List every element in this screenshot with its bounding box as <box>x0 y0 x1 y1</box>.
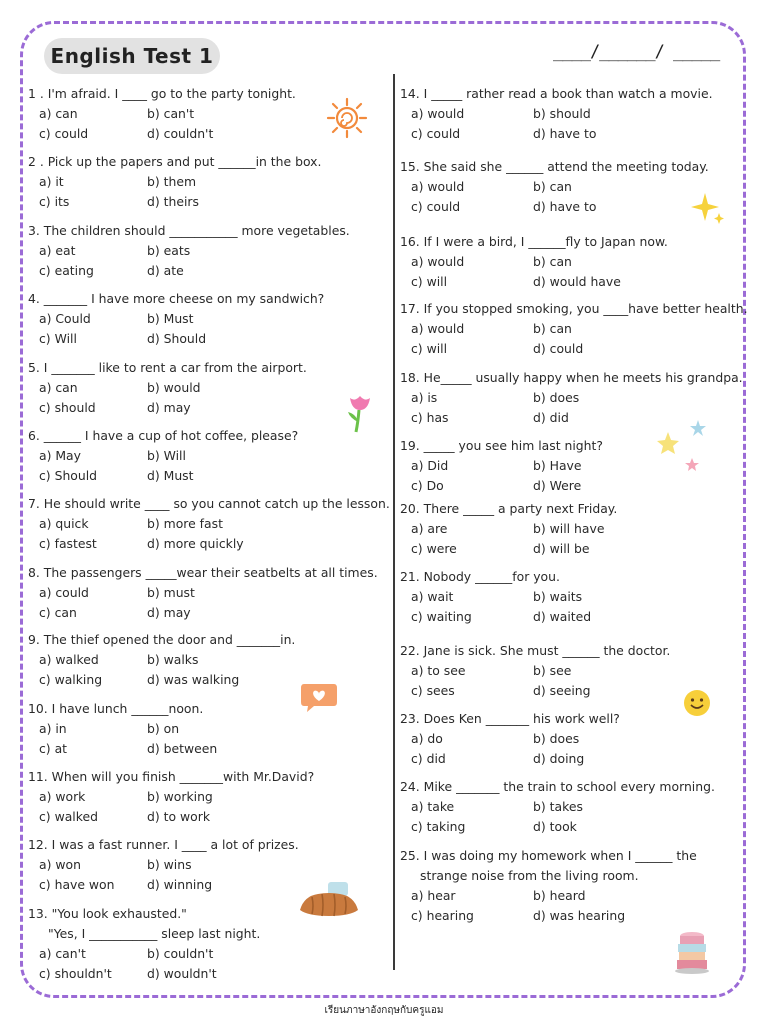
answer-options <box>28 514 390 554</box>
answer-option[interactable]: b) would <box>147 380 201 395</box>
question-stem: 13. "You look exhausted." <box>28 906 187 921</box>
question-stem: 24. Mike _______ the train to school every morning. <box>400 779 715 794</box>
answer-option[interactable]: c) Will <box>39 331 77 346</box>
answer-option[interactable]: c) Do <box>411 478 444 493</box>
answer-option[interactable]: c) eating <box>39 263 94 278</box>
answer-option[interactable]: c) hearing <box>411 908 474 923</box>
answer-option[interactable]: b) wins <box>147 857 192 872</box>
question-14 <box>400 84 740 144</box>
sparkle-icon <box>690 190 726 226</box>
answer-options <box>400 886 740 926</box>
question-7 <box>28 494 390 554</box>
question-3 <box>28 221 390 281</box>
answer-option[interactable]: d) wouldn't <box>147 966 217 981</box>
question-stem: 19. _____ you see him last night? <box>400 438 603 453</box>
answer-option[interactable]: b) Will <box>147 448 186 463</box>
question-stem: 16. If I were a bird, I ______fly to Japan now. <box>400 234 668 249</box>
answer-option[interactable]: c) did <box>411 751 446 766</box>
answer-option[interactable]: c) will <box>411 274 448 289</box>
answer-option[interactable]: c) have won <box>39 877 115 892</box>
answer-option[interactable]: a) can <box>39 380 78 395</box>
answer-option[interactable]: a) take <box>411 799 455 814</box>
question-stem: 7. He should write ____ so you cannot catch up the lesson. <box>28 496 390 511</box>
tulip-icon <box>344 392 376 434</box>
question-21 <box>400 567 740 627</box>
answer-options <box>400 177 740 217</box>
answer-option[interactable]: d) winning <box>147 877 213 892</box>
answer-option[interactable]: d) waited <box>533 609 592 624</box>
answer-options <box>400 519 740 559</box>
answer-option[interactable]: b) does <box>533 390 580 405</box>
answer-option[interactable]: b) more fast <box>147 516 223 531</box>
answer-option[interactable]: b) them <box>147 174 197 189</box>
test-title: English Test 1 <box>44 38 220 74</box>
answer-options <box>28 309 390 349</box>
question-6 <box>28 426 390 486</box>
answer-option[interactable]: b) Have <box>533 458 582 473</box>
question-stem: 5. I _______ like to rent a car from the airport. <box>28 360 307 375</box>
question-stem: 10. I have lunch ______noon. <box>28 701 204 716</box>
answer-option[interactable]: a) to see <box>411 663 466 678</box>
answer-option[interactable]: a) would <box>411 106 465 121</box>
answer-option[interactable]: c) has <box>411 410 449 425</box>
question-stem: 23. Does Ken _______ his work well? <box>400 711 620 726</box>
answer-option[interactable]: a) do <box>411 731 443 746</box>
answer-options <box>28 787 390 827</box>
answer-option[interactable]: a) are <box>411 521 448 536</box>
answer-options <box>28 172 390 212</box>
question-stem: 25. I was doing my homework when I ______ the <box>400 848 697 863</box>
answer-option[interactable]: d) between <box>147 741 218 756</box>
answer-option[interactable]: b) will have <box>533 521 605 536</box>
answer-option[interactable]: d) seeing <box>533 683 591 698</box>
answer-option[interactable]: d) was walking <box>147 672 240 687</box>
answer-option[interactable]: b) eats <box>147 243 191 258</box>
question-stem: 12. I was a fast runner. I ____ a lot of prizes. <box>28 837 299 852</box>
answer-option[interactable]: c) sees <box>411 683 455 698</box>
question-stem: 17. If you stopped smoking, you ____have better health. <box>400 301 748 316</box>
answer-option[interactable]: d) took <box>533 819 577 834</box>
answer-option[interactable]: b) can't <box>147 106 195 121</box>
answer-option[interactable]: a) work <box>39 789 86 804</box>
answer-option[interactable]: b) can <box>533 321 572 336</box>
answer-options <box>28 719 390 759</box>
answer-option[interactable]: b) see <box>533 663 572 678</box>
question-stem: 15. She said she ______ attend the meeting today. <box>400 159 709 174</box>
question-stem: 1 . I'm afraid. I ____ go to the party tonight. <box>28 86 296 101</box>
question-8 <box>28 563 390 623</box>
sun-icon <box>326 97 368 139</box>
question-2 <box>28 152 390 212</box>
answer-option[interactable]: d) did <box>533 410 569 425</box>
answer-options <box>400 729 740 769</box>
question-15 <box>400 157 740 217</box>
speech-bubble-icon <box>300 680 338 714</box>
answer-option[interactable]: b) walks <box>147 652 199 667</box>
question-25 <box>400 846 740 926</box>
answer-option[interactable]: c) should <box>39 400 96 415</box>
question-4 <box>28 289 390 349</box>
answer-option[interactable]: a) could <box>39 585 89 600</box>
answer-option[interactable]: d) will be <box>533 541 590 556</box>
question-stem: 14. I _____ rather read a book than watch a movie. <box>400 86 713 101</box>
question-stem: 6. ______ I have a cup of hot coffee, please? <box>28 428 299 443</box>
question-23 <box>400 709 740 769</box>
answer-option[interactable]: c) at <box>39 741 68 756</box>
answer-option[interactable]: c) walking <box>39 672 103 687</box>
answer-option[interactable]: b) Must <box>147 311 194 326</box>
answer-option[interactable]: c) taking <box>411 819 466 834</box>
answer-option[interactable]: b) on <box>147 721 180 736</box>
answer-option[interactable]: d) doing <box>533 751 585 766</box>
question-stem: 20. There _____ a party next Friday. <box>400 501 618 516</box>
answer-option[interactable]: a) Could <box>39 311 91 326</box>
question-stem-continued: "Yes, I ___________ sleep last night. <box>48 926 261 941</box>
answer-option[interactable]: c) will <box>411 341 448 356</box>
answer-option[interactable]: d) ate <box>147 263 184 278</box>
question-stem: 4. _______ I have more cheese on my sandwich? <box>28 291 325 306</box>
answer-option[interactable]: d) more quickly <box>147 536 244 551</box>
answer-option[interactable]: b) should <box>533 106 591 121</box>
question-stem: 9. The thief opened the door and _______in. <box>28 632 296 647</box>
answer-option[interactable]: c) waiting <box>411 609 472 624</box>
answer-option[interactable]: a) would <box>411 179 465 194</box>
answer-options <box>400 319 740 359</box>
answer-option[interactable]: a) is <box>411 390 438 405</box>
answer-option[interactable]: d) Must <box>147 468 194 483</box>
answer-option[interactable]: c) were <box>411 541 457 556</box>
question-stem: 22. Jane is sick. She must ______ the doctor. <box>400 643 671 658</box>
cake-icon <box>672 930 712 976</box>
question-stem-continued: strange noise from the living room. <box>420 868 639 883</box>
croissant-icon <box>298 880 360 922</box>
answer-option[interactable]: c) could <box>411 199 461 214</box>
answer-option[interactable]: b) does <box>533 731 580 746</box>
column-divider <box>393 74 395 970</box>
question-stem: 18. He_____ usually happy when he meets his grandpa. <box>400 370 743 385</box>
answer-option[interactable]: d) Should <box>147 331 207 346</box>
answer-options <box>400 104 740 144</box>
answer-option[interactable]: a) it <box>39 174 64 189</box>
answer-options <box>28 583 390 623</box>
answer-option[interactable]: c) Should <box>39 468 98 483</box>
answer-option[interactable]: a) eat <box>39 243 76 258</box>
answer-option[interactable]: b) can <box>533 254 572 269</box>
smiley-icon <box>682 688 712 718</box>
answer-options <box>28 944 390 984</box>
question-5 <box>28 358 390 418</box>
answer-option[interactable]: d) have to <box>533 199 597 214</box>
answer-option[interactable]: c) could <box>411 126 461 141</box>
answer-option[interactable]: d) was hearing <box>533 908 626 923</box>
question-16 <box>400 232 740 292</box>
answer-option[interactable]: c) could <box>39 126 89 141</box>
answer-option[interactable]: a) wait <box>411 589 454 604</box>
question-stem: 2 . Pick up the papers and put ______in the box. <box>28 154 322 169</box>
answer-option[interactable]: b) waits <box>533 589 583 604</box>
answer-option[interactable]: d) Were <box>533 478 582 493</box>
question-stem: 3. The children should ___________ more vegetables. <box>28 223 350 238</box>
answer-option[interactable]: a) quick <box>39 516 89 531</box>
answer-option[interactable]: d) would have <box>533 274 621 289</box>
answer-option[interactable]: d) may <box>147 400 191 415</box>
question-stem: 21. Nobody ______for you. <box>400 569 560 584</box>
date-line: ____/______/ _____ <box>553 42 720 62</box>
answer-option[interactable]: a) May <box>39 448 81 463</box>
answer-options <box>28 378 390 418</box>
answer-option[interactable]: b) must <box>147 585 195 600</box>
answer-options <box>400 587 740 627</box>
answer-option[interactable]: a) can't <box>39 946 86 961</box>
answer-option[interactable]: c) shouldn't <box>39 966 112 981</box>
answer-options <box>28 446 390 486</box>
answer-option[interactable]: a) can <box>39 106 78 121</box>
answer-option[interactable]: a) would <box>411 254 465 269</box>
answer-option[interactable]: c) walked <box>39 809 98 824</box>
answer-options <box>28 241 390 281</box>
answer-option[interactable]: c) can <box>39 605 77 620</box>
question-11 <box>28 767 390 827</box>
answer-option[interactable]: d) could <box>533 341 584 356</box>
answer-option[interactable]: a) hear <box>411 888 456 903</box>
answer-option[interactable]: d) theirs <box>147 194 199 209</box>
answer-option[interactable]: a) walked <box>39 652 99 667</box>
answer-option[interactable]: b) heard <box>533 888 586 903</box>
answer-options <box>400 252 740 292</box>
answer-option[interactable]: a) would <box>411 321 465 336</box>
answer-option[interactable]: b) working <box>147 789 213 804</box>
stars-icon <box>654 418 712 478</box>
question-17 <box>400 299 748 359</box>
question-stem: 8. The passengers _____wear their seatbelts at all times. <box>28 565 378 580</box>
footer-credit: เรียนภาษาอังกฤษกับครูแอม <box>324 1005 444 1016</box>
question-24 <box>400 777 740 837</box>
answer-option[interactable]: b) couldn't <box>147 946 214 961</box>
answer-option[interactable]: d) may <box>147 605 191 620</box>
answer-option[interactable]: a) Did <box>411 458 449 473</box>
answer-options <box>400 797 740 837</box>
answer-option[interactable]: b) can <box>533 179 572 194</box>
answer-option[interactable]: d) to work <box>147 809 210 824</box>
answer-option[interactable]: c) its <box>39 194 70 209</box>
answer-option[interactable]: d) couldn't <box>147 126 214 141</box>
answer-option[interactable]: b) takes <box>533 799 583 814</box>
answer-option[interactable]: a) in <box>39 721 67 736</box>
answer-option[interactable]: d) have to <box>533 126 597 141</box>
answer-option[interactable]: c) fastest <box>39 536 97 551</box>
question-20 <box>400 499 740 559</box>
answer-option[interactable]: a) won <box>39 857 81 872</box>
question-stem: 11. When will you finish _______with Mr.David? <box>28 769 315 784</box>
